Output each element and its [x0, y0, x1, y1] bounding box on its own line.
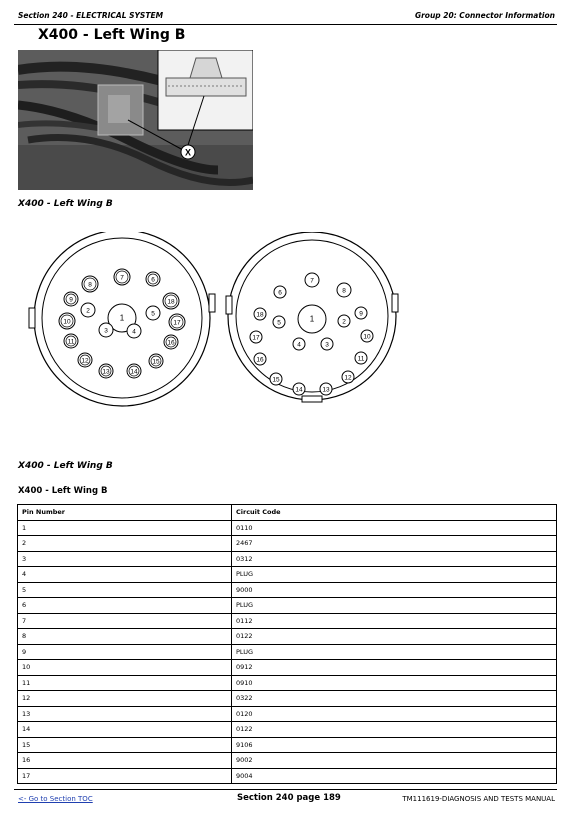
connector-right-pin-label: 10 — [363, 333, 371, 341]
pin-number-cell: 15 — [18, 737, 232, 753]
connector-right-pin-label: 13 — [322, 386, 330, 394]
pin-number-cell: 3 — [18, 551, 232, 567]
circuit-code-cell: 9000 — [232, 582, 557, 598]
pin-number-cell: 11 — [18, 675, 232, 691]
connector-left-pin-label: 5 — [151, 310, 155, 318]
connector-right-pin-label: 1 — [309, 314, 315, 324]
pin-number-cell: 13 — [18, 706, 232, 722]
table-row — [18, 644, 557, 660]
table-title: X400 - Left Wing B — [18, 486, 108, 496]
table-row — [18, 536, 557, 552]
page-title: X400 - Left Wing B — [38, 27, 186, 43]
connector-left-pin-label: 9 — [69, 296, 73, 304]
go-to-section-toc-link[interactable]: <- Go to Section TOC — [18, 795, 93, 803]
connector-diagram-graphic — [18, 232, 410, 432]
connector-right-pin-label: 5 — [277, 319, 281, 327]
pin-number-cell: 12 — [18, 691, 232, 707]
header-group-title: Group 20: Connector Information — [414, 11, 555, 20]
connector-right-pin-label: 6 — [278, 289, 282, 297]
table-row — [18, 737, 557, 753]
connector-right-pin-label: 8 — [342, 287, 346, 295]
connector-left-pin-label: 11 — [67, 338, 75, 346]
pin-number-cell: 14 — [18, 722, 232, 738]
pin-number-cell: 8 — [18, 629, 232, 645]
pin-number-cell: 4 — [18, 567, 232, 583]
connector-left-pin-label: 10 — [63, 318, 71, 326]
table-row — [18, 691, 557, 707]
pin-number-cell: 17 — [18, 768, 232, 784]
connector-left-pin-label: 1 — [119, 313, 125, 323]
connector-right-pin-label: 15 — [272, 376, 280, 384]
pin-number-cell: 9 — [18, 644, 232, 660]
connector-photo — [18, 50, 253, 190]
connector-right-pin-label: 3 — [325, 341, 329, 349]
circuit-code-cell: 9106 — [232, 737, 557, 753]
connector-photo-graphic — [18, 50, 253, 190]
connector-left-pin-label: 18 — [167, 298, 175, 306]
connector-right-pin-label: 16 — [256, 356, 264, 364]
table-row — [18, 551, 557, 567]
table-row — [18, 753, 557, 769]
table-row — [18, 675, 557, 691]
connector-right-pin-label: 7 — [310, 277, 314, 285]
table-row — [18, 598, 557, 614]
pin-number-cell: 1 — [18, 520, 232, 536]
circuit-code-cell: 9002 — [232, 753, 557, 769]
circuit-code-cell: 2467 — [232, 536, 557, 552]
table-row — [18, 520, 557, 536]
circuit-code-cell: 0322 — [232, 691, 557, 707]
connector-right-pin-label: 18 — [256, 311, 264, 319]
column-header-circuit-code: Circuit Code — [232, 505, 557, 521]
pin-number-cell: 7 — [18, 613, 232, 629]
connector-left-pin-label: 3 — [104, 327, 108, 335]
circuit-code-cell: 0120 — [232, 706, 557, 722]
table-row — [18, 613, 557, 629]
circuit-code-cell: 0110 — [232, 520, 557, 536]
circuit-code-cell: 0122 — [232, 722, 557, 738]
table-row — [18, 660, 557, 676]
connector-left-pin-label: 17 — [173, 319, 181, 327]
table-row — [18, 567, 557, 583]
connector-right-pins — [250, 273, 373, 395]
header-divider — [14, 24, 557, 25]
pin-number-cell: 10 — [18, 660, 232, 676]
connector-left-pin-label: 7 — [120, 274, 124, 282]
connector-right-pin-label: 11 — [357, 355, 365, 363]
connector-right-pin-label: 4 — [297, 341, 301, 349]
connector-diagram — [18, 232, 410, 432]
circuit-code-cell: 9004 — [232, 768, 557, 784]
connector-left-pin-label: 15 — [152, 358, 160, 366]
circuit-code-cell: 0312 — [232, 551, 557, 567]
connector-left-pin-label: 6 — [151, 276, 155, 284]
table-row — [18, 629, 557, 645]
table-row — [18, 768, 557, 784]
connector-left-pin-label: 2 — [86, 307, 90, 315]
connector-left-pin-label: 13 — [102, 368, 110, 376]
pin-number-cell: 16 — [18, 753, 232, 769]
pin-circuit-table — [17, 504, 557, 784]
table-row — [18, 582, 557, 598]
column-header-pin-number: Pin Number — [18, 505, 232, 521]
page-number: Section 240 page 189 — [237, 793, 341, 803]
circuit-code-cell: 0112 — [232, 613, 557, 629]
pin-number-cell: 5 — [18, 582, 232, 598]
connector-left-pin-label: 8 — [88, 281, 92, 289]
connector-left-pin-label: 16 — [167, 339, 175, 347]
header-section-title: Section 240 - ELECTRICAL SYSTEM — [18, 11, 164, 20]
circuit-code-cell: 0910 — [232, 675, 557, 691]
manual-title: TM111619-DIAGNOSIS AND TESTS MANUAL — [402, 795, 555, 803]
circuit-code-cell: PLUG — [232, 644, 557, 660]
photo-caption: X400 - Left Wing B — [18, 199, 113, 209]
connector-right-pin-label: 17 — [252, 334, 260, 342]
pin-number-cell: 6 — [18, 598, 232, 614]
connector-right-pin-label: 2 — [342, 318, 346, 326]
table-row — [18, 706, 557, 722]
table-row — [18, 722, 557, 738]
connector-left-pins — [59, 269, 185, 378]
circuit-code-cell: PLUG — [232, 598, 557, 614]
circuit-code-cell: 0122 — [232, 629, 557, 645]
circuit-code-cell: PLUG — [232, 567, 557, 583]
photo-callout-label: X — [184, 147, 192, 158]
connector-left-pin-label: 12 — [81, 357, 89, 365]
pin-number-cell: 2 — [18, 536, 232, 552]
table-header-row — [18, 505, 557, 521]
connector-right-pin-label: 14 — [295, 386, 303, 394]
connector-left-pin-label: 4 — [132, 328, 136, 336]
circuit-code-cell: 0912 — [232, 660, 557, 676]
footer-divider — [14, 789, 557, 790]
connector-left-pin-label: 14 — [130, 368, 138, 376]
connector-right-pin-label: 12 — [344, 374, 352, 382]
connector-right-pin-label: 9 — [359, 310, 363, 318]
diagram-caption: X400 - Left Wing B — [18, 461, 113, 471]
